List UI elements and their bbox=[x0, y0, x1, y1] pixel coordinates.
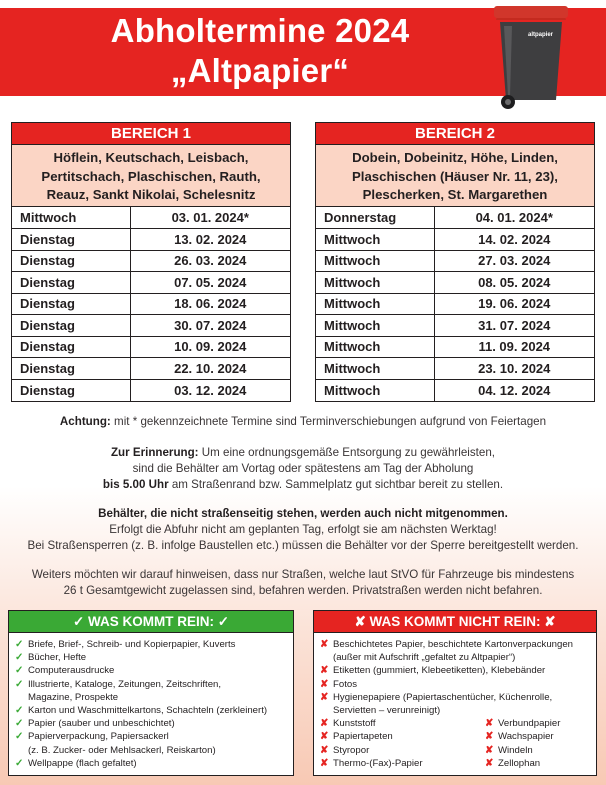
weekday-cell: Dienstag bbox=[12, 358, 130, 380]
streetside-warning: Behälter, die nicht straßenseitig stehen, werden auch nicht mitgenommen. bbox=[98, 507, 508, 520]
table-row bbox=[316, 229, 594, 251]
list-item: ✘ Etiketten (gummiert, Klebeetiketten), Klebebänder bbox=[320, 665, 546, 677]
list-item: ✓ Bücher, Hefte bbox=[15, 652, 87, 664]
check-icon: ✓ bbox=[15, 678, 24, 690]
cross-icon: ✘ bbox=[320, 744, 329, 756]
area-1-places-line: Pertitschach, Plaschischen, Rauth, bbox=[41, 168, 261, 184]
list-item: ✓ Karton und Waschmittelkartons, Schachteln (zerkleinert) bbox=[15, 705, 268, 717]
check-icon: ✓ bbox=[15, 639, 24, 650]
list-item: ✓ Wellpappe (flach gefaltet) bbox=[15, 757, 137, 769]
forbidden-items-title: ✘ WAS KOMMT NICHT REIN: ✘ bbox=[314, 611, 596, 633]
reminder-label: Zur Erinnerung: bbox=[110, 446, 199, 459]
date-cell: 22. 10. 2024 bbox=[130, 358, 290, 380]
reminder-time: bis 5.00 Uhr bbox=[102, 478, 169, 491]
allowed-items-title: ✓ WAS KOMMT REIN: ✓ bbox=[9, 611, 293, 633]
area-1-schedule bbox=[12, 207, 290, 401]
reminder-note bbox=[0, 445, 606, 493]
area-1-places-line: Höflein, Keutschach, Leisbach, bbox=[53, 150, 249, 165]
weekday-cell: Mittwoch bbox=[316, 315, 434, 337]
table-row bbox=[316, 272, 594, 294]
date-cell: 03. 12. 2024 bbox=[130, 379, 290, 401]
date-cell: 13. 02. 2024 bbox=[130, 229, 290, 251]
date-cell: 08. 05. 2024 bbox=[434, 272, 594, 294]
date-cell: 07. 05. 2024 bbox=[130, 272, 290, 294]
weekday-cell: Mittwoch bbox=[316, 250, 434, 272]
area-2-panel bbox=[315, 122, 595, 402]
list-item: ✘ Hygienepapiere (Papiertaschentücher, Küchenrolle, Servietten – verunreinigt) bbox=[320, 691, 553, 717]
waste-bin-image bbox=[488, 0, 572, 112]
list-item: ✘ Styropor bbox=[320, 744, 370, 756]
cross-icon: ✘ bbox=[485, 718, 494, 730]
weekday-cell: Dienstag bbox=[12, 315, 130, 337]
list-item: ✘ Beschichtetes Papier, beschichtete Kartonverpackungen (außer mit Aufschrift „gefaltet zu Altpapier“) bbox=[320, 639, 573, 664]
table-row bbox=[12, 229, 290, 251]
road-weight-line: Weiters möchten wir darauf hinweisen, dass nur Straßen, welche laut StVO für Fahrzeuge bis mindestens bbox=[31, 568, 575, 581]
area-1-title: BEREICH 1 bbox=[12, 123, 290, 145]
table-row bbox=[12, 250, 290, 272]
table-row bbox=[316, 315, 594, 337]
reminder-line: am Straßenrand bzw. Sammelplatz gut sichtbar bereit zu stellen. bbox=[171, 478, 504, 491]
cross-icon: ✘ bbox=[320, 718, 329, 730]
table-row bbox=[12, 358, 290, 380]
holiday-note bbox=[0, 414, 606, 430]
streetside-line: Erfolgt die Abfuhr nicht am geplanten Tag, erfolgt sie am nächsten Werktag! bbox=[109, 523, 497, 536]
check-icon: ✓ bbox=[15, 731, 24, 743]
area-1-places bbox=[12, 145, 290, 207]
weekday-cell: Dienstag bbox=[12, 229, 130, 251]
area-2-places-line: Plescherken, St. Margarethen bbox=[362, 187, 548, 202]
area-1-places-line: Reauz, Sankt Nikolai, Schelesnitz bbox=[46, 187, 256, 202]
cross-icon: ✘ bbox=[485, 731, 494, 743]
list-item: ✘ Zellophan bbox=[485, 757, 541, 769]
cross-icon: ✘ bbox=[320, 731, 329, 743]
list-item: ✓ Computerausdrucke bbox=[15, 665, 115, 677]
date-cell: 04. 12. 2024 bbox=[434, 379, 594, 401]
area-2-title: BEREICH 2 bbox=[316, 123, 594, 145]
page-title: Abholtermine 2024 bbox=[110, 12, 410, 49]
list-item: ✘ Windeln bbox=[485, 744, 533, 756]
check-icon: ✓ bbox=[15, 665, 24, 677]
list-item: ✓ Papierverpackung, Papiersackerl (z. B. Zucker- oder Mehlsackerl, Reiskarton) bbox=[15, 731, 216, 756]
list-item: ✘ Thermo-(Fax)-Papier bbox=[320, 757, 423, 769]
list-item: ✘ Kunststoff bbox=[320, 718, 376, 730]
forbidden-items-box bbox=[313, 610, 597, 776]
date-cell: 26. 03. 2024 bbox=[130, 250, 290, 272]
road-weight-note bbox=[0, 567, 606, 599]
reminder-line: Um eine ordnungsgemäße Entsorgung zu gewährleisten, bbox=[201, 446, 496, 459]
streetside-line: Bei Straßensperren (z. B. infolge Baustellen etc.) müssen die Behälter vor der Sperre bereitgestellt werden. bbox=[27, 539, 579, 552]
page-subtitle: „Altpapier“ bbox=[170, 52, 350, 89]
forbidden-column-left bbox=[320, 717, 485, 770]
list-item: ✓ Illustrierte, Kataloge, Zeitungen, Zeitschriften, Magazine, Prospekte bbox=[15, 678, 222, 703]
area-1-panel bbox=[11, 122, 291, 402]
list-item: ✘ Papiertapeten bbox=[320, 731, 393, 743]
table-row bbox=[316, 379, 594, 401]
cross-icon: ✘ bbox=[320, 665, 329, 677]
table-row bbox=[316, 293, 594, 315]
weekday-cell: Mittwoch bbox=[12, 207, 130, 229]
bin-label: altpapier bbox=[528, 32, 554, 38]
forbidden-columns bbox=[320, 717, 596, 770]
allowed-items-list bbox=[9, 633, 293, 770]
table-row bbox=[316, 336, 594, 358]
area-2-places-line: Dobein, Dobeinitz, Höhe, Linden, bbox=[352, 150, 558, 165]
weekday-cell: Mittwoch bbox=[316, 229, 434, 251]
table-row bbox=[316, 358, 594, 380]
cross-icon: ✘ bbox=[485, 744, 494, 756]
table-row bbox=[316, 207, 594, 229]
date-cell: 04. 01. 2024* bbox=[475, 210, 553, 225]
check-icon: ✓ bbox=[15, 705, 24, 717]
list-item: ✘ Verbundpapier bbox=[485, 718, 561, 730]
table-row bbox=[12, 272, 290, 294]
weekday-cell: Mittwoch bbox=[316, 336, 434, 358]
list-item: ✘ Wachspapier bbox=[485, 731, 554, 743]
road-weight-line: 26 t Gesamtgewicht zugelassen sind, befahren werden. Privatstraßen werden nicht befahren. bbox=[63, 584, 543, 597]
list-item: ✓ Briefe, Brief-, Schreib- und Kopierpapier, Kuverts bbox=[15, 639, 236, 650]
cross-icon: ✘ bbox=[485, 757, 494, 769]
table-row bbox=[12, 315, 290, 337]
weekday-cell: Dienstag bbox=[12, 336, 130, 358]
weekday-cell: Dienstag bbox=[12, 272, 130, 294]
table-row bbox=[12, 379, 290, 401]
area-2-places-line: Plaschischen (Häuser Nr. 11, 23), bbox=[352, 168, 558, 184]
weekday-cell: Mittwoch bbox=[316, 272, 434, 294]
check-icon: ✓ bbox=[15, 757, 24, 769]
table-row bbox=[12, 336, 290, 358]
date-cell: 18. 06. 2024 bbox=[130, 293, 290, 315]
date-cell: 27. 03. 2024 bbox=[434, 250, 594, 272]
cross-icon: ✘ bbox=[320, 639, 329, 650]
weekday-cell: Donnerstag bbox=[316, 207, 434, 229]
reminder-line: sind die Behälter am Vortag oder spätestens am Tag der Abholung bbox=[132, 462, 474, 475]
weekday-cell: Mittwoch bbox=[316, 293, 434, 315]
date-cell: 19. 06. 2024 bbox=[434, 293, 594, 315]
table-row bbox=[12, 207, 290, 229]
date-cell: 10. 09. 2024 bbox=[130, 336, 290, 358]
check-icon: ✓ bbox=[15, 652, 24, 664]
area-2-schedule bbox=[316, 207, 594, 401]
date-cell: 30. 07. 2024 bbox=[130, 315, 290, 337]
holiday-note-label: Achtung: bbox=[59, 415, 111, 428]
cross-icon: ✘ bbox=[320, 691, 329, 703]
table-row bbox=[12, 293, 290, 315]
allowed-items-box bbox=[8, 610, 294, 776]
date-cell: 23. 10. 2024 bbox=[434, 358, 594, 380]
date-cell: 14. 02. 2024 bbox=[434, 229, 594, 251]
weekday-cell: Dienstag bbox=[12, 379, 130, 401]
weekday-cell: Dienstag bbox=[12, 250, 130, 272]
cross-icon: ✘ bbox=[320, 678, 329, 690]
date-cell: 11. 09. 2024 bbox=[434, 336, 594, 358]
weekday-cell: Mittwoch bbox=[316, 358, 434, 380]
table-row bbox=[316, 250, 594, 272]
area-2-places bbox=[316, 145, 594, 207]
forbidden-column-right bbox=[485, 717, 595, 770]
date-cell: 03. 01. 2024* bbox=[171, 210, 249, 225]
date-cell: 31. 07. 2024 bbox=[434, 315, 594, 337]
list-item: ✓ Papier (sauber und unbeschichtet) bbox=[15, 718, 175, 730]
forbidden-items-list bbox=[314, 633, 596, 770]
check-icon: ✓ bbox=[15, 718, 24, 730]
weekday-cell: Dienstag bbox=[12, 293, 130, 315]
streetside-note bbox=[0, 506, 606, 554]
cross-icon: ✘ bbox=[320, 757, 329, 769]
list-item: ✘ Fotos bbox=[320, 678, 357, 690]
weekday-cell: Mittwoch bbox=[316, 379, 434, 401]
holiday-note-text: mit * gekennzeichnete Termine sind Terminverschiebungen aufgrund von Feiertagen bbox=[114, 415, 547, 428]
